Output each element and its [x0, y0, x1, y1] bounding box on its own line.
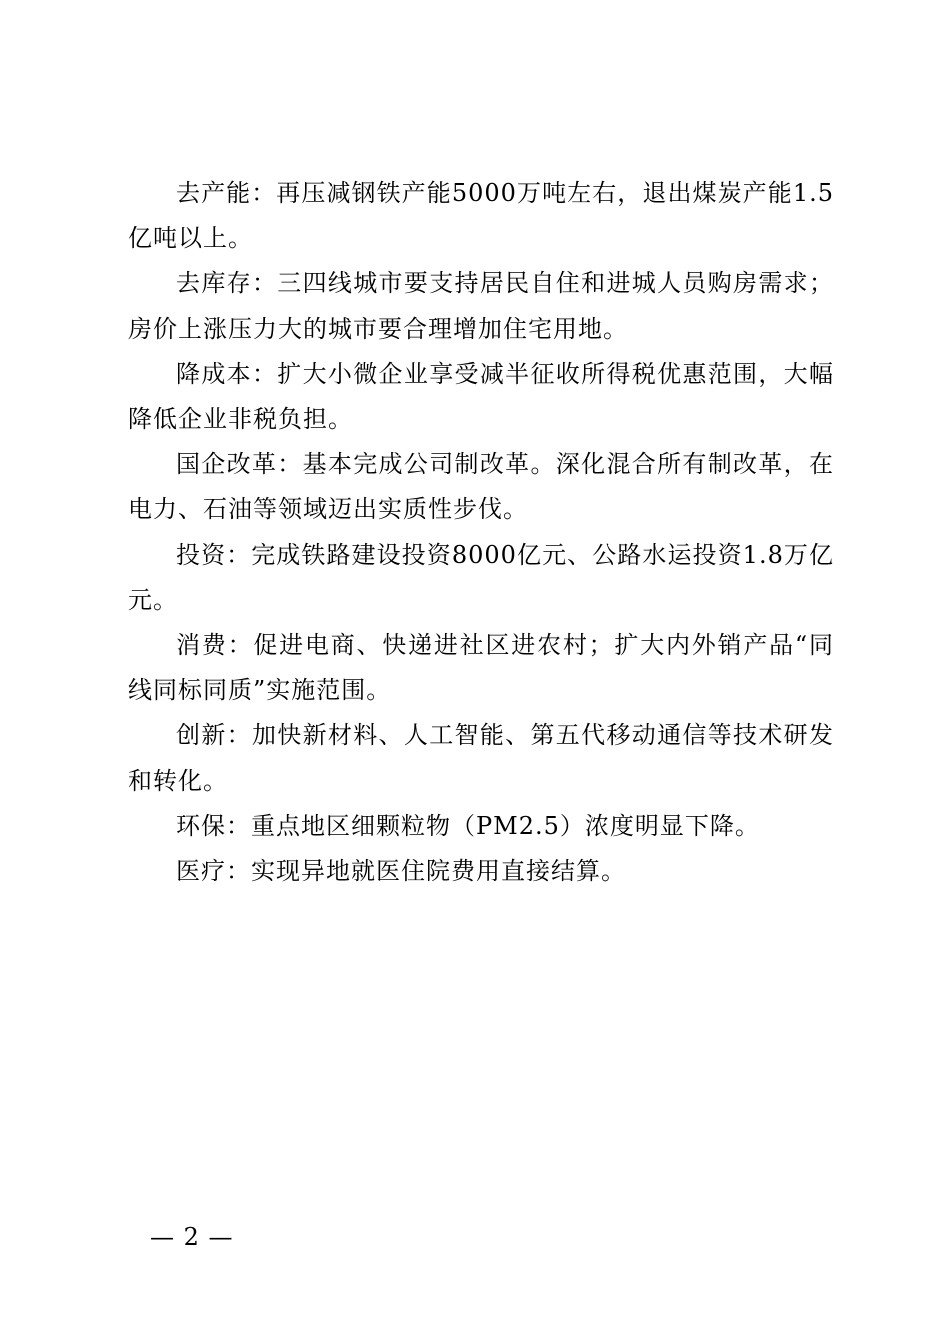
paragraph-healthcare: 医疗：实现异地就医住院费用直接结算。 [176, 857, 626, 886]
paragraph-environment: 环保：重点地区细颗粒物（PM2.5）浓度明显下降。 [176, 811, 760, 840]
paragraph-investment: 投资：完成铁路建设投资8000亿元、公路水运投资1.8万亿元。 [128, 540, 834, 614]
paragraph-cost-reduction: 降成本：扩大小微企业享受减半征收所得税优惠范围，大幅降低企业非税负担。 [128, 359, 834, 434]
paragraph-inventory-reduction: 去库存：三四线城市要支持居民自住和进城人员购房需求；房价上涨压力大的城市要合理增加住宅用地。 [128, 269, 834, 343]
page-number: — 2 — [150, 1223, 234, 1251]
paragraph-innovation: 创新：加快新材料、人工智能、第五代移动通信等技术研发和转化。 [128, 721, 834, 795]
paragraph-consumption: 消费：促进电商、快递进社区进农村；扩大内外销产品“同线同标同质”实施范围。 [128, 631, 834, 705]
document-body [128, 171, 834, 894]
paragraph-soe-reform: 国企改革：基本完成公司制改革。深化混合所有制改革，在电力、石油等领域迈出实质性步伐。 [128, 450, 834, 524]
paragraph-capacity-cut: 去产能：再压减钢铁产能5000万吨左右，退出煤炭产能1.5亿吨以上。 [128, 179, 834, 253]
